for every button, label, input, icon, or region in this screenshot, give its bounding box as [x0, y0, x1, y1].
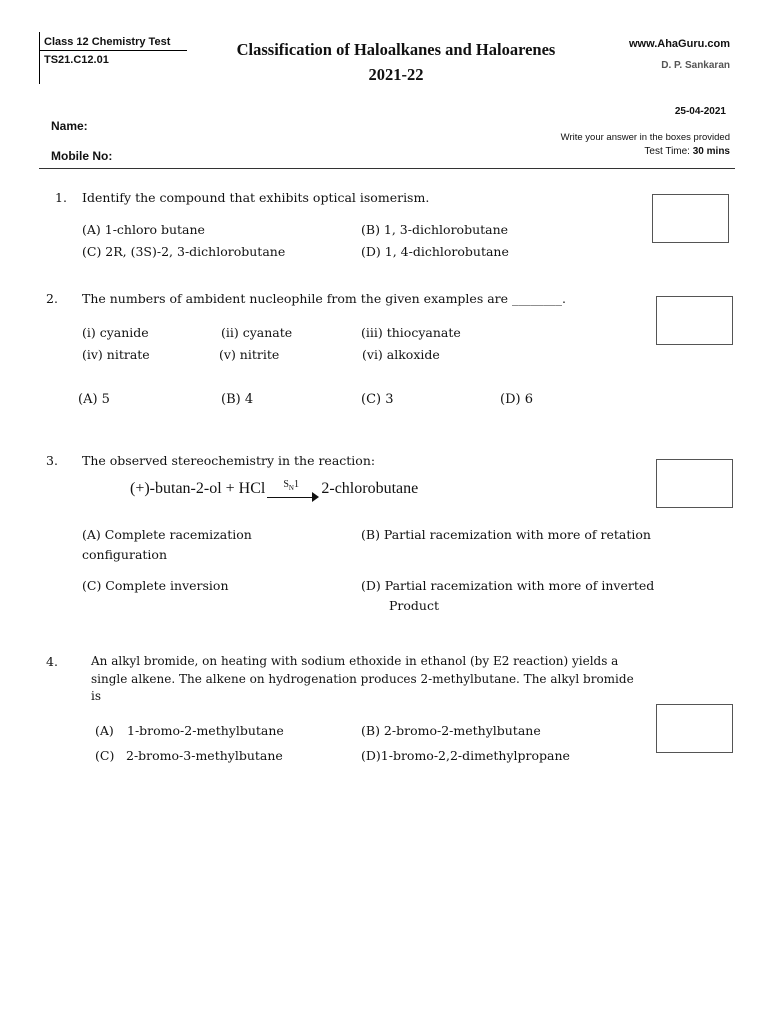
q3-option-b: (B) Partial racemization with more of retation	[361, 527, 651, 542]
test-code: TS21.C12.01	[44, 54, 109, 66]
author-name: D. P. Sankaran	[661, 60, 730, 71]
header-left-border	[39, 32, 40, 84]
q1-option-a: (A) 1-chloro butane	[82, 222, 205, 237]
reaction-product: 2-chlorobutane	[321, 480, 419, 497]
test-time	[644, 146, 730, 157]
reaction-reactants: (+)-butan-2-ol + HCl	[130, 480, 266, 497]
reaction-condition	[283, 479, 299, 492]
q3-option-d: (D) Partial racemization with more of inverted	[361, 578, 655, 593]
q4-option-c-label: (C)	[95, 748, 115, 763]
test-time-label: Test Time:	[644, 146, 690, 157]
condition-end: 1	[293, 479, 299, 491]
q3-option-a: (A) Complete racemization	[82, 527, 252, 542]
q3-text: The observed stereochemistry in the reaction:	[82, 453, 376, 468]
test-name: Class 12 Chemistry Test	[44, 36, 171, 48]
q4-option-d: (D)1-bromo-2,2-dimethylpropane	[361, 748, 570, 763]
q2-example-3: (iii) thiocyanate	[361, 325, 461, 340]
q3-option-d-cont: Product	[389, 598, 439, 613]
q4-option-c: 2-bromo-3-methylbutane	[126, 748, 283, 763]
q1-option-c: (C) 2R, (3S)-2, 3-dichlorobutane	[82, 244, 286, 259]
website-link[interactable]: www.AhaGuru.com	[628, 38, 730, 50]
q3-option-c: (C) Complete inversion	[82, 578, 229, 593]
q2-text: The numbers of ambident nucleophile from the given examples are ________.	[82, 291, 566, 306]
q4-text-line1: An alkyl bromide, on heating with sodium ethoxide in ethanol (by E2 reaction) yields a	[91, 654, 619, 668]
q3-option-a-cont: configuration	[82, 547, 167, 562]
q4-option-b: (B) 2-bromo-2-methylbutane	[361, 723, 541, 738]
q2-example-5: (v) nitrite	[219, 347, 280, 362]
instruction-text: Write your answer in the boxes provided	[560, 132, 730, 143]
q1-text: Identify the compound that exhibits optical isomerism.	[82, 190, 430, 205]
q4-text-line3: is	[91, 689, 101, 703]
q2-answer-box[interactable]	[656, 296, 733, 345]
condition-main: S	[283, 479, 289, 491]
mobile-label: Mobile No:	[51, 149, 113, 163]
q2-example-4: (iv) nitrate	[82, 347, 150, 362]
q4-text-line2: single alkene. The alkene on hydrogenation produces 2-methylbutane. The alkyl bromide	[91, 672, 634, 686]
q2-option-b: (B) 4	[221, 392, 254, 407]
test-date: 25-04-2021	[674, 106, 726, 117]
q4-option-a: 1-bromo-2-methylbutane	[127, 723, 284, 738]
q4-option-a-label: (A)	[95, 723, 114, 738]
q1-option-d: (D) 1, 4-dichlorobutane	[361, 244, 509, 259]
header-bottom-rule	[39, 168, 735, 169]
q2-option-c: (C) 3	[361, 392, 394, 407]
q2-example-2: (ii) cyanate	[221, 325, 293, 340]
q2-number: 2.	[46, 291, 58, 306]
q2-option-d: (D) 6	[500, 392, 533, 407]
q4-number: 4.	[46, 654, 58, 669]
page-title: Classification of Haloalkanes and Haloarenes	[236, 40, 556, 59]
q2-example-6: (vi) alkoxide	[362, 347, 440, 362]
q1-number: 1.	[55, 190, 67, 205]
condition-sub: N	[288, 484, 294, 493]
reaction-equation	[130, 480, 418, 498]
test-time-value: 30 mins	[692, 146, 730, 157]
q1-option-b: (B) 1, 3-dichlorobutane	[361, 222, 509, 237]
q1-answer-box[interactable]	[652, 194, 729, 243]
q2-example-1: (i) cyanide	[82, 325, 149, 340]
q3-number: 3.	[46, 453, 58, 468]
name-label: Name:	[51, 119, 88, 133]
q2-option-a: (A) 5	[78, 392, 110, 407]
q3-answer-box[interactable]	[656, 459, 733, 508]
header-divider	[39, 50, 187, 51]
page-year: 2021-22	[368, 65, 424, 84]
q4-answer-box[interactable]	[656, 704, 733, 753]
